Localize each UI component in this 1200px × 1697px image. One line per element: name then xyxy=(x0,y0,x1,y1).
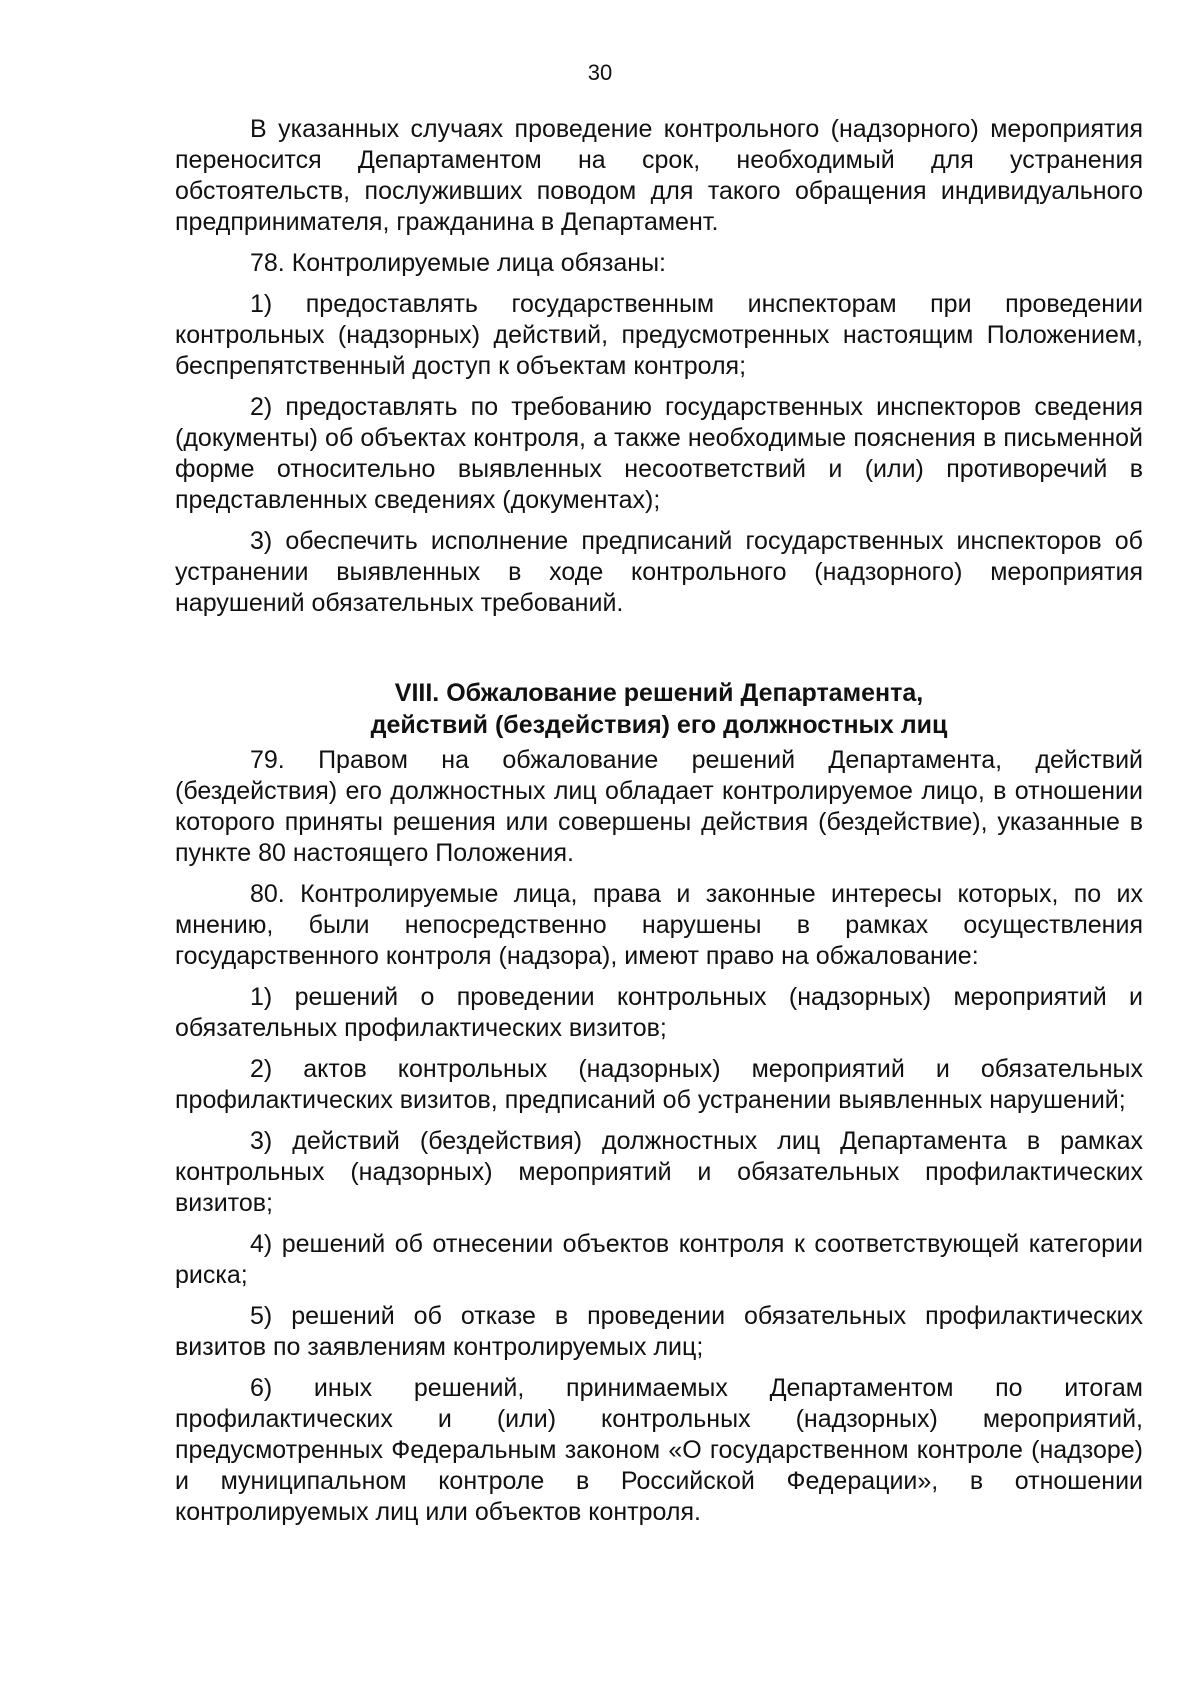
document-body xyxy=(175,114,1143,1538)
paragraph-79: 79. Правом на обжалование решений Департамента, действий (бездействия) его должностных лиц обладает контролируемое лицо, в отношении которого приняты решения или совершены действия (бездействие), указанные в пункте 80 настоящего Положения. xyxy=(175,746,1143,867)
section-heading xyxy=(175,677,1143,741)
paragraph-80-intro: 80. Контролируемые лица, права и законные интересы которых, по их мнению, были непосредственно нарушены в рамках осуществления государственного контроля (надзора), имеют право на обжалование: xyxy=(175,880,1143,970)
paragraph-80-item-1: 1) решений о проведении контрольных (надзорных) мероприятий и обязательных профилактических визитов; xyxy=(175,983,1143,1042)
paragraph-postponement: В указанных случаях проведение контрольного (надзорного) мероприятия переносится Департаментом на срок, необходимый для устранения обстоятельств, послуживших поводом для такого обращения индивидуального предпринимателя, гражданина в Департамент. xyxy=(175,115,1143,236)
section-heading-line-2: действий (бездействия) его должностных лиц xyxy=(370,711,948,739)
paragraph-80-item-3: 3) действий (бездействия) должностных лиц Департамента в рамках контрольных (надзорных) мероприятий и обязательных профилактических визитов; xyxy=(175,1127,1143,1217)
paragraph-80-item-5: 5) решений об отказе в проведении обязательных профилактических визитов по заявлениям контролируемых лиц; xyxy=(175,1302,1143,1361)
page-number: 30 xyxy=(587,60,613,85)
paragraph-78-item-1: 1) предоставлять государственным инспекторам при проведении контрольных (надзорных) действий, предусмотренных настоящим Положением, беспрепятственный доступ к объектам контроля; xyxy=(175,290,1143,380)
paragraph-78-item-2: 2) предоставлять по требованию государственных инспекторов сведения (документы) об объектах контроля, а также необходимые пояснения в письменной форме относительно выявленных несоответствий и (или) противоречий в представленных сведениях (документах); xyxy=(175,393,1143,514)
paragraph-80-item-2: 2) актов контрольных (надзорных) мероприятий и обязательных профилактических визитов, предписаний об устранении выявленных нарушений; xyxy=(175,1055,1143,1114)
paragraph-78-intro: 78. Контролируемые лица обязаны: xyxy=(250,249,667,277)
paragraph-80-item-6: 6) иных решений, принимаемых Департаментом по итогам профилактических и (или) контрольных (надзорных) мероприятий, предусмотренных Федеральным законом «О государственном контроле (надзоре) и муниципальном контроле в Российской Федерации», в отношении контролируемых лиц или объектов контроля. xyxy=(175,1374,1143,1526)
section-heading-line-1: VIII. Обжалование решений Департамента, xyxy=(394,679,924,707)
paragraph-80-item-4: 4) решений об отнесении объектов контроля к соответствующей категории риска; xyxy=(175,1230,1143,1289)
paragraph-78-item-3: 3) обеспечить исполнение предписаний государственных инспекторов об устранении выявленных в ходе контрольного (надзорного) мероприятия нарушений обязательных требований. xyxy=(175,527,1143,617)
